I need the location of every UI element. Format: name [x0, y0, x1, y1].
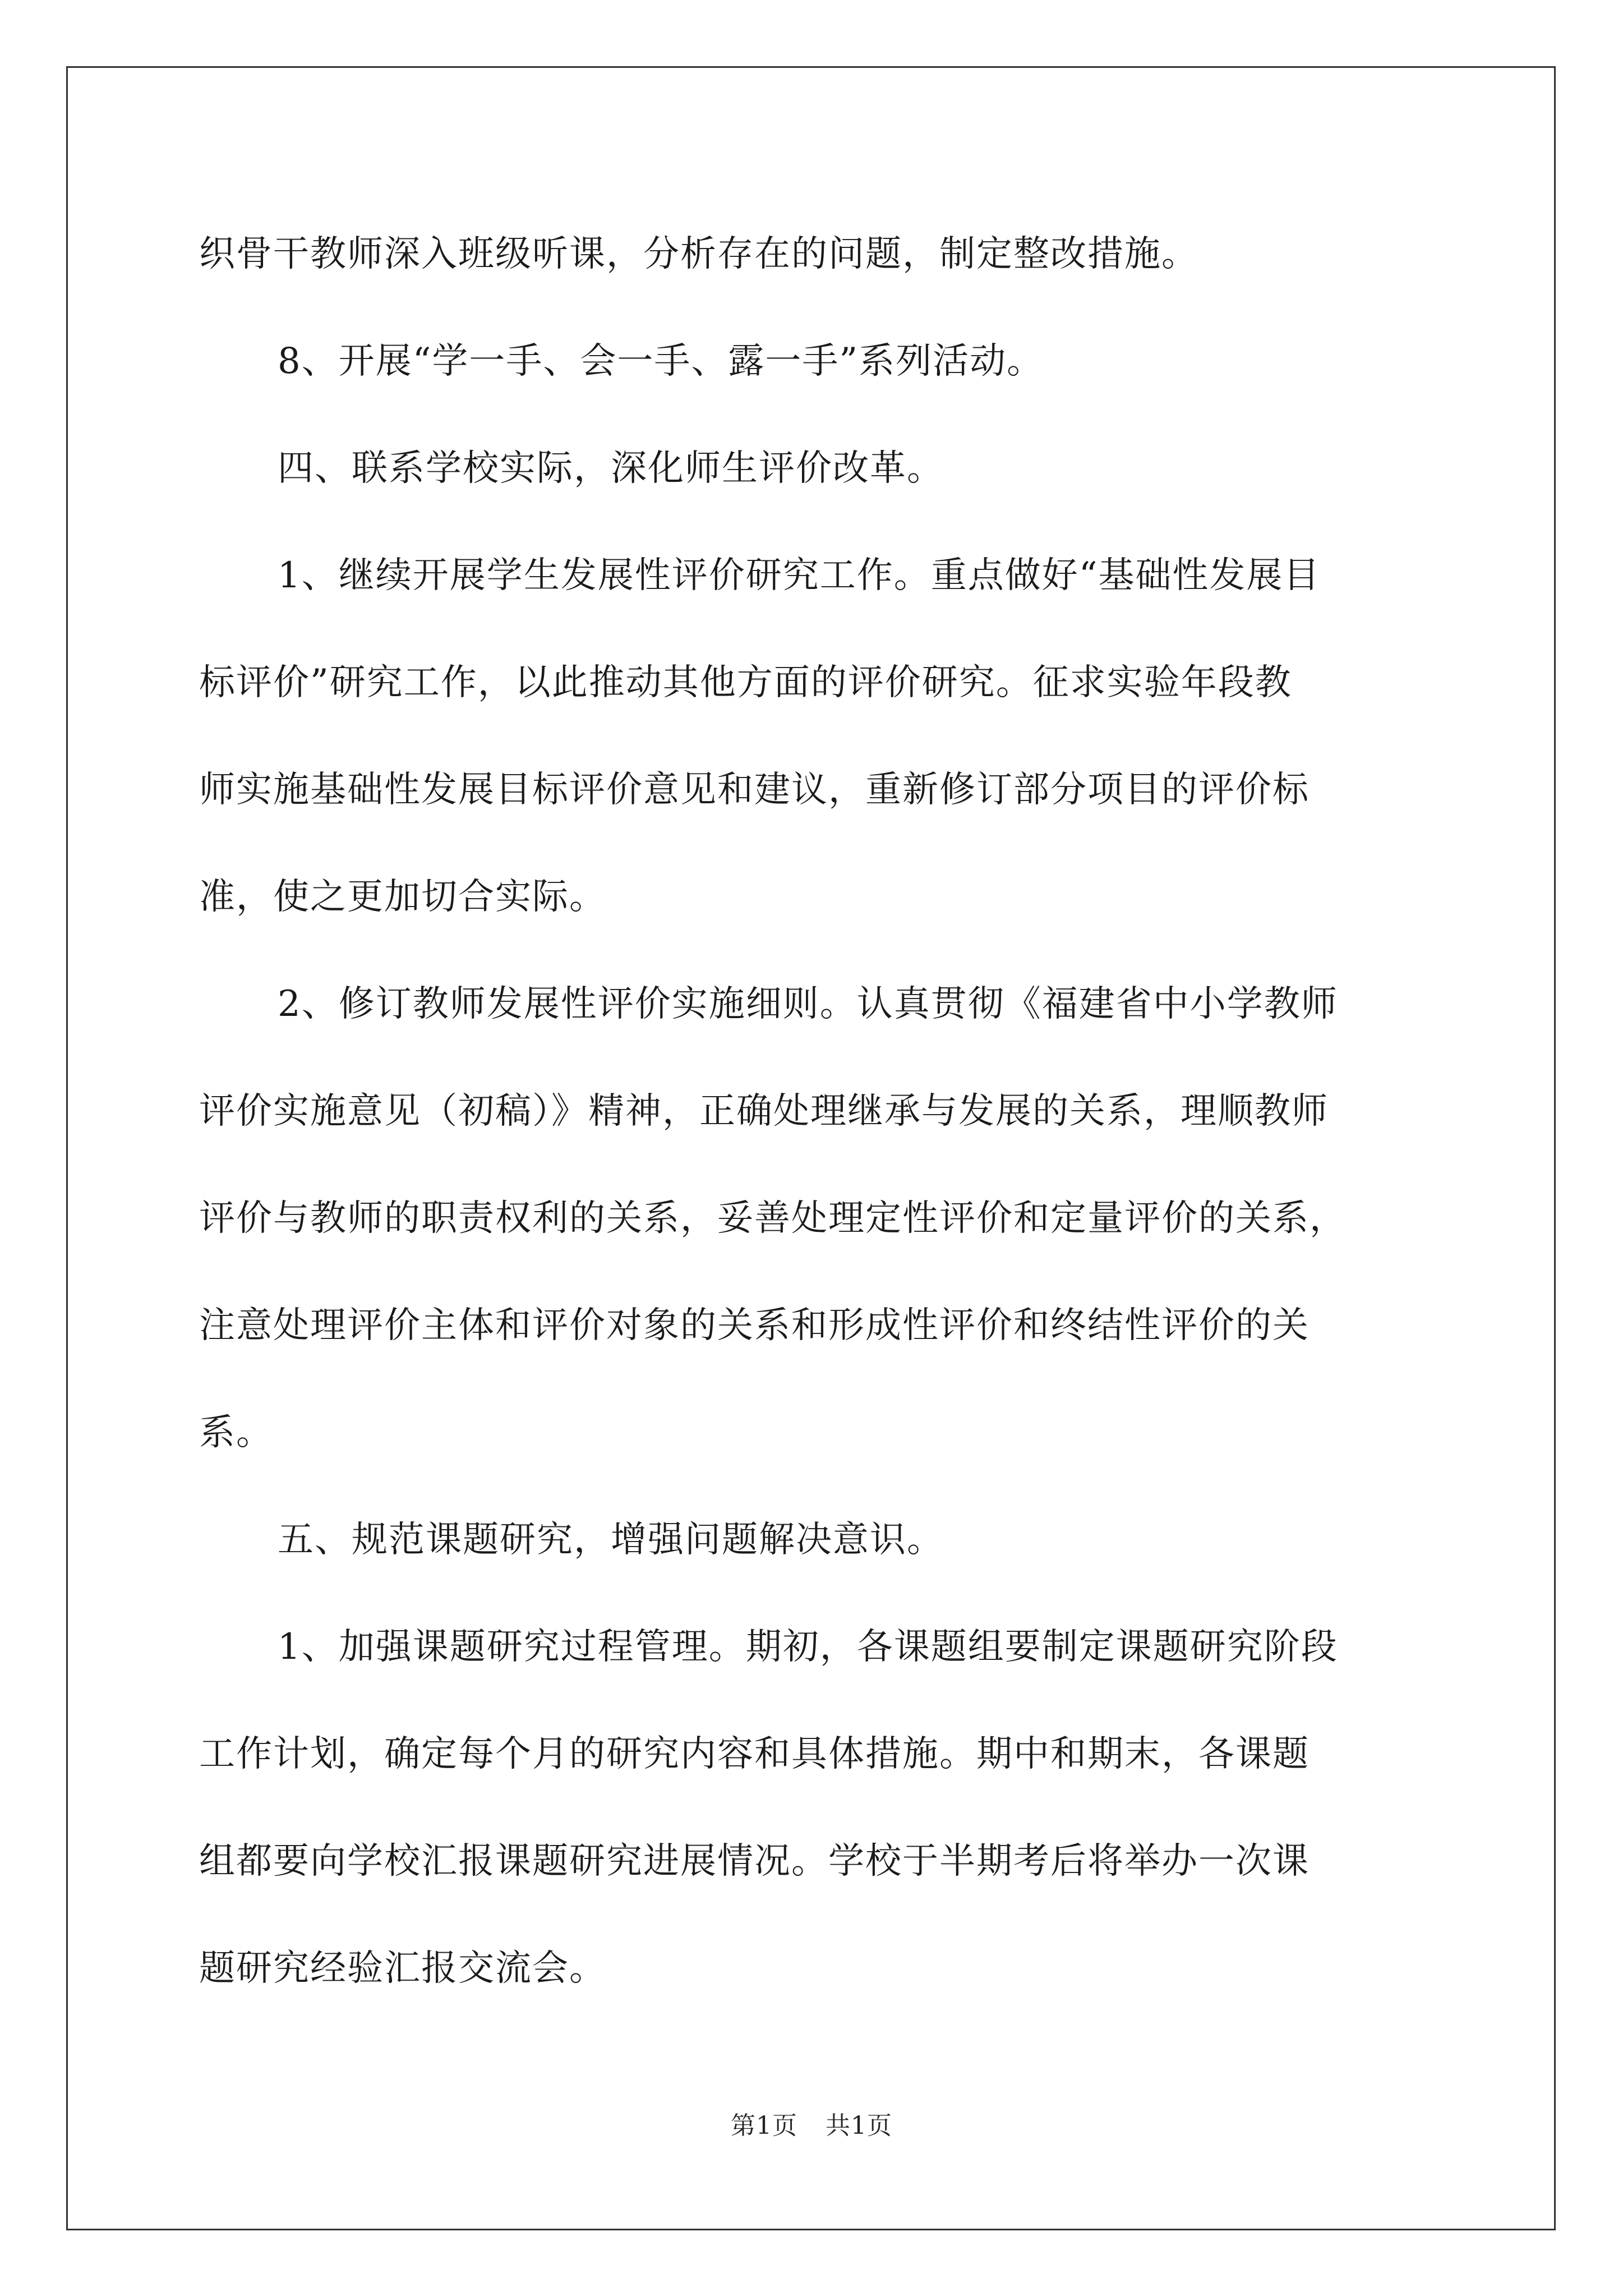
text-line: 8、开展“学一手、会一手、露一手”系列活动。	[278, 341, 1044, 382]
text-line: 评价与教师的职责权利的关系，妥善处理定性评价和定量评价的关系，	[199, 1198, 1347, 1239]
section-heading: 五、规范课题研究，增强问题解决意识。	[278, 1519, 944, 1561]
text-line: 师实施基础性发展目标评价意见和建议，重新修订部分项目的评价标	[199, 769, 1310, 811]
text-line: 评价实施意见（初稿）》精神，正确处理继承与发展的关系，理顺教师	[199, 1091, 1329, 1132]
text-line: 1、加强课题研究过程管理。期初，各课题组要制定课题研究阶段	[278, 1626, 1338, 1668]
page-footer	[0, 2109, 1623, 2143]
text-line: 题研究经验汇报交流会。	[199, 1948, 606, 1989]
text-line: 准，使之更加切合实际。	[199, 876, 606, 918]
page-total: 共1页	[826, 2111, 892, 2140]
text-line: 工作计划，确定每个月的研究内容和具体措施。期中和期末，各课题	[199, 1733, 1310, 1775]
text-line: 系。	[199, 1412, 273, 1453]
page-number: 第1页	[731, 2111, 797, 2140]
section-heading: 四、联系学校实际，深化师生评价改革。	[278, 448, 944, 489]
text-line: 注意处理评价主体和评价对象的关系和形成性评价和终结性评价的关	[199, 1305, 1310, 1346]
text-line: 织骨干教师深入班级听课，分析存在的问题，制定整改措施。	[199, 233, 1198, 275]
text-line: 标评价”研究工作，以此推动其他方面的评价研究。征求实验年段教	[199, 662, 1292, 703]
text-line: 2、修订教师发展性评价实施细则。认真贯彻《福建省中小学教师	[278, 983, 1338, 1025]
text-line: 组都要向学校汇报课题研究进展情况。学校于半期考后将举办一次课	[199, 1841, 1310, 1882]
text-line: 1、继续开展学生发展性评价研究工作。重点做好“基础性发展目	[278, 555, 1321, 596]
page-border	[66, 66, 1556, 2230]
